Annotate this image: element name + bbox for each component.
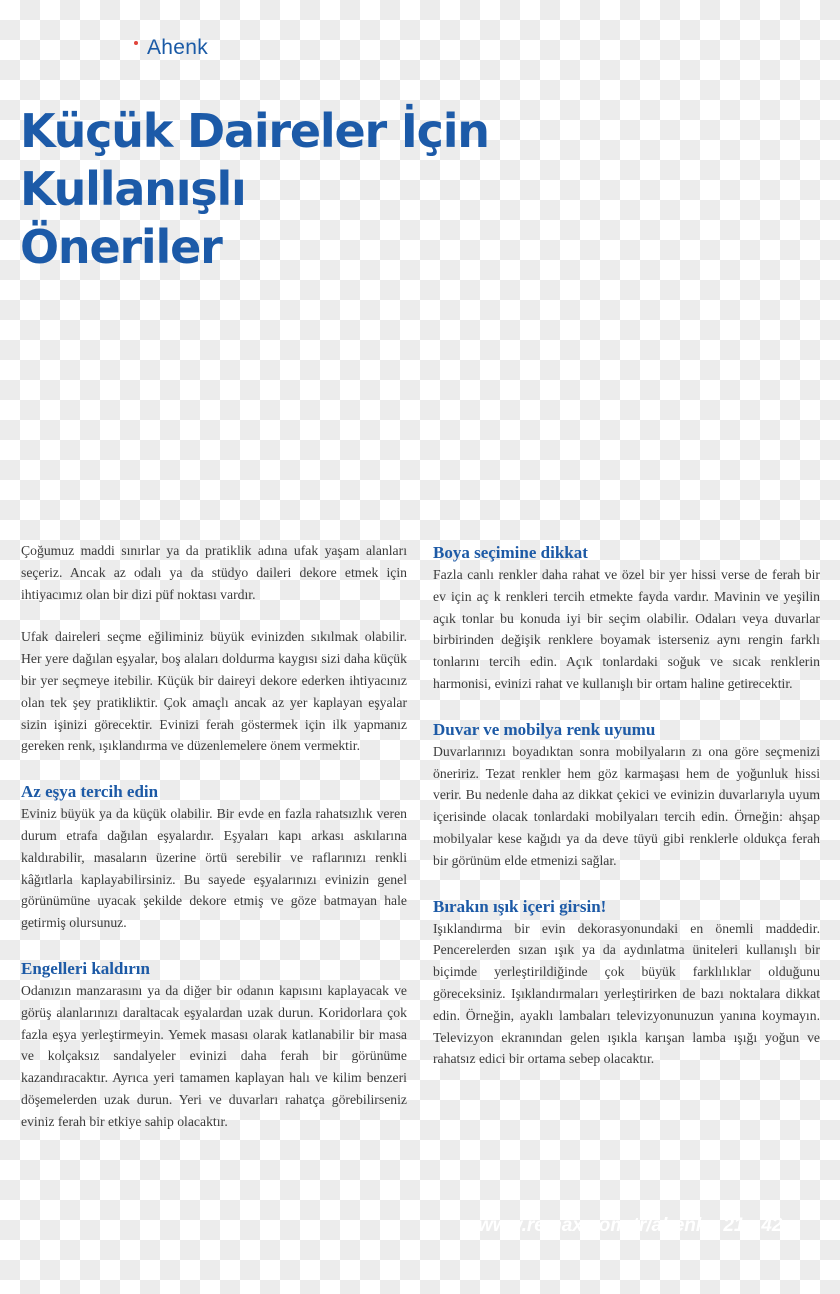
left-column <box>21 540 407 1133</box>
page-footer: www.remax.com.tr/ahenk · 21 · 42 <box>478 1215 783 1236</box>
title-line-2: Kullanışlı <box>20 162 246 216</box>
section-body-isik: Işıklandırma bir evin dekorasyonundaki en önemli maddedir. Pencerelerden sızan ışık ya da aydınlatma üniteleri kullanışlı bir biçimde yerleştirildiğinde çok büyük farklılıklar olduğunu göreceksiniz. Işıklandırmaları yerleştirirken de bazı noktalara dikkat edin. Örneğin, ayaklı lambaları televizyonunuzun yanına koymayın. Televizyon ekranından gelen ışıkla karışan lamba ışığı yoğun ve rahatsız edici bir ortama sebep olacaktır. <box>433 920 820 1067</box>
section-heading-duvar: Duvar ve mobilya renk uyumu <box>433 719 656 739</box>
section-heading-az-esya: Az eşya tercih edin <box>21 782 159 802</box>
intro-paragraph-2: Ufak daireleri seçme eğiliminiz büyük evinizden sıkılmak olabilir. Her yere dağılan eşyalar, boş alaları doldurma kaygısı sizi daha küçük bir yer seçmeye itebilir. Küçük bir daireyi dekore ederken ihtiyacınız olan tek şey pratikliktir. Çok amaçlı ancak az yer kaplayan eşyalar sizin işinizi görecektir. Evinizi ferah göstermek için ilk yapmanız gereken renk, ışıklandırma ve düzenlemelere önem vermektir. <box>21 629 407 754</box>
title-line-3: Öneriler <box>20 220 222 274</box>
section-body-engelleri: Odanızın manzarasını ya da diğer bir odanın kapısını kaplayacak ve görüş alanlarınızı daraltacak eşyalardan uzak durun. Koridorlara çok fazla eşya yerleştirmeyin. Yemek masası olarak katlanabilir bir masa ve kolçaksız sandalyeler evinizi daha ferah bir görünüme kazandıracaktır. Ayrıca yeri tamamen kaplayan halı ve kilim benzeri döşemelerden uzak durun. Yeri ve duvarları rahatça görebilirseniz eviniz ferah bir etkiye sahip olacaktır. <box>21 982 407 1129</box>
brand-dot-icon <box>134 41 138 45</box>
section-heading-engelleri: Engelleri kaldırın <box>21 958 150 978</box>
section-body-duvar: Duvarlarınızı boyadıktan sonra mobilyaların zı ona göre seçmenizi öneririz. Tezat renkler hem göz karmaşası hem de yoğunluk hissi verir. Bu nedenle daha az dikkat çekici ve evinizin duvarlarıyla uyum içerisinde olacak tonlardaki mobilyaları tercih edin. Örneğin: ahşap mobilyalar kese kağıdı ya da deve tüyü gibi renklerle oldukça ferah bir görünüm elde etmenizi sağlar. <box>433 743 820 868</box>
right-column <box>433 542 820 1070</box>
title-line-1: Küçük Daireler İçin <box>20 104 489 158</box>
section-body-boya: Fazla canlı renkler daha rahat ve özel bir yer hissi verse de ferah bir ev için aç k renkleri tercih etmekte fayda vardır. Mavinin ve yeşilin açık tonlar bu konuda iyi bir seçim olabilir. Odaları veya duvarlar birbirinden değişik renklere boyamak isterseniz aynı rengin farklı tonlarını tercih edin. Açık tonlardaki soğuk ve sıcak renklerin harmonisi, evinizi rahat ve kullanışlı bir ortam haline getirecektir. <box>433 567 820 691</box>
intro-paragraph-1: Çoğumuz maddi sınırlar ya da pratiklik adına ufak yaşam alanları seçeriz. Ancak az odalı ya da stüdyo daileri dekore etmek için ihtiyacımız olan bir dizi püf noktası vardır. <box>21 543 407 602</box>
magazine-brand <box>136 36 208 60</box>
section-body-az-esya: Eviniz büyük ya da küçük olabilir. Bir evde en fazla rahatsızlık veren durum etrafa dağılan eşyalardır. Eşyaları kapı arkası askılarına kaldırabilir, masaların üzerine örtü serebilir ve raflarınızı renkli kâğıtlarla kaplayabilirsiniz. Bu sayede eşyalarınızı evinizin genel görünümüne uyacak şekilde dekore etmiş ve göze batmayan hale getirmiş olursunuz. <box>21 806 407 931</box>
brand-label: Ahenk <box>147 36 209 59</box>
article-title <box>20 102 489 276</box>
section-heading-isik: Bırakın ışık içeri girsin! <box>433 896 607 916</box>
section-heading-boya: Boya seçimine dikkat <box>433 543 588 562</box>
